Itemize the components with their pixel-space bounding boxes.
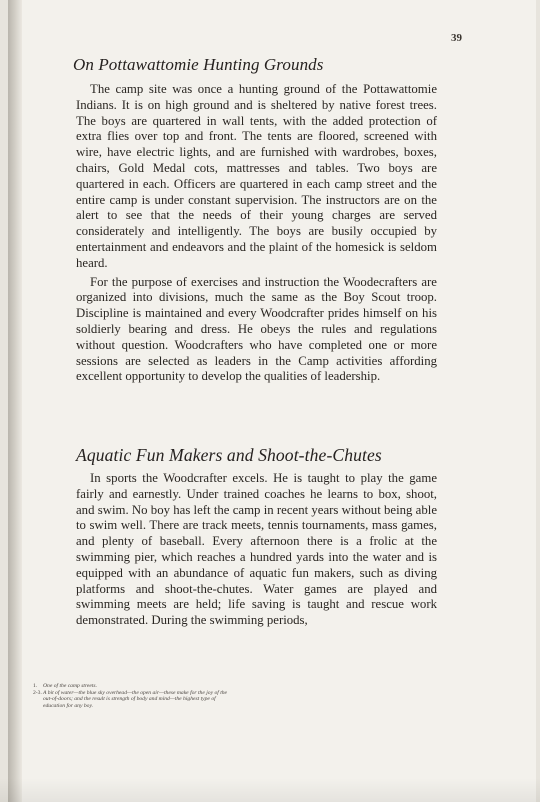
section-body-hunting-grounds bbox=[76, 82, 437, 385]
footnote bbox=[33, 683, 233, 690]
paragraph: The camp site was once a hunting ground of the Pottawattomie Indians. It is on high ground and is sheltered by native forest trees. The boys are quartered in wall tents, with the added protection of extra flies over top and front. The tents are floored, screened with wire, have electric lights, and are furnished with wardrobes, boxes, chairs, Gold Medal cots, mattresses and tables. Two boys are quartered in each. Officers are quartered in each camp street and the entire camp is under constant supervision. The instructors are on the alert to see that the needs of their young charges are served considerately and intelligently. The boys are busily occupied by entertainment and endeavors and the plaint of the homesick is seldom heard. bbox=[76, 82, 437, 270]
paragraph: For the purpose of exercises and instruction the Woodecrafters are organized into divisions, much the same as the Boy Scout troop. Discipline is maintained and every Woodcrafter prides himself on his soldierly bearing and dress. He obeys the rules and regulations without question. Woodcrafters who have completed one or more sessions are selected as leaders in the Camp activities affording excellent opportunity to develop the qualities of leadership. bbox=[76, 274, 437, 384]
section-body-aquatic-fun bbox=[76, 471, 437, 629]
page-gutter-shadow bbox=[8, 0, 22, 802]
page-number: 39 bbox=[451, 32, 462, 44]
section-heading-aquatic-fun: Aquatic Fun Makers and Shoot-the-Chutes bbox=[76, 445, 382, 465]
footnote-text: A bit of water—the blue sky overhead—the open air—these make for the joy of the out-of-doors; and the result is strength of body and mind—the highest type of education for any boy. bbox=[43, 689, 228, 709]
paragraph: In sports the Woodcrafter excels. He is taught to play the game fairly and earnestly. Under trained coaches he learns to box, shoot, and swim. No boy has left the camp in recent years without being able to swim well. There are track meets, tennis tournaments, mass games, and plenty of baseball. Every afternoon there is a frolic at the swimming pier, which reaches a hundred yards into the water and is equipped with an abundance of aquatic fun makers, such as diving platforms and shoot-the-chutes. Water games are played and swimming meets are held; life saving is taught and rescue work demonstrated. During the swimming periods, bbox=[76, 471, 437, 628]
section-heading-hunting-grounds: On Pottawattomie Hunting Grounds bbox=[73, 55, 324, 74]
footnote bbox=[33, 690, 233, 710]
page-bottom-shade bbox=[0, 778, 540, 802]
footnote-number: 2-3. bbox=[33, 689, 42, 696]
footnote-text: One of the camp streets. bbox=[43, 683, 98, 689]
footnotes bbox=[33, 683, 233, 709]
footnote-number: 1. bbox=[33, 683, 38, 689]
